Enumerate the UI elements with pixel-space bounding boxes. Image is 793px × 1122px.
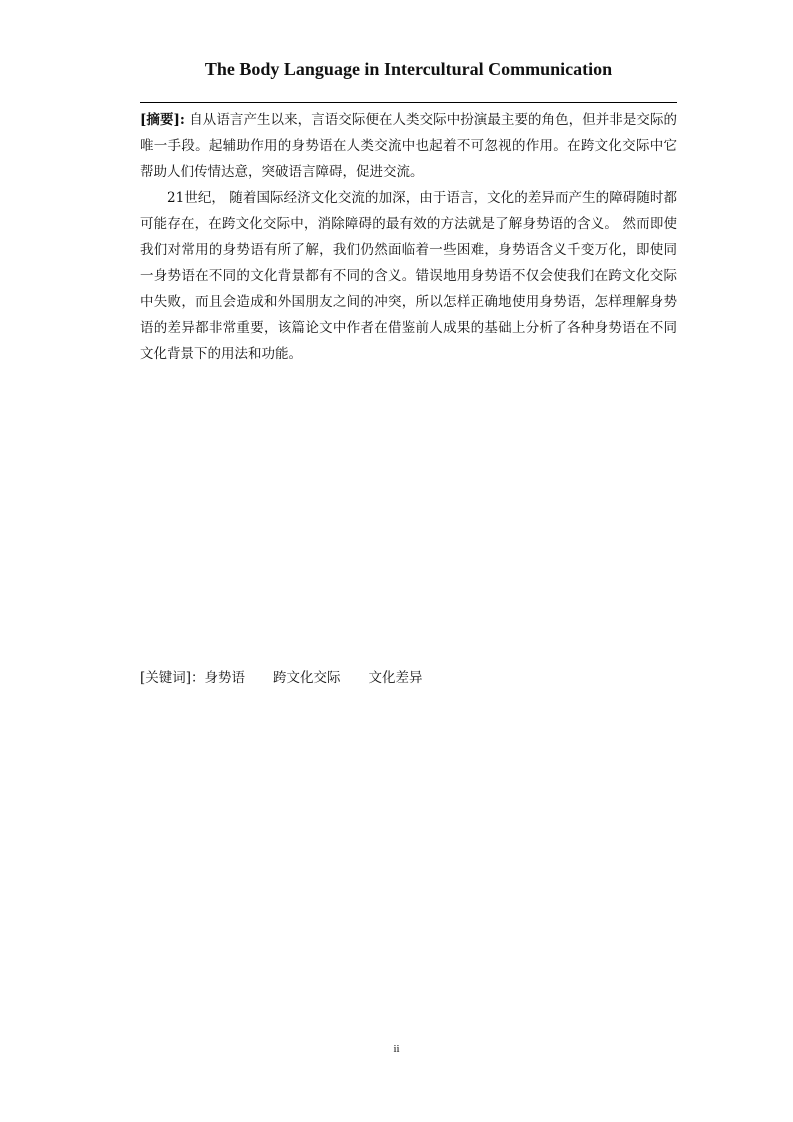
keyword-term-3: 文化差异 <box>368 670 423 686</box>
keyword-term-2: 跨文化交际 <box>273 670 341 686</box>
abstract-paragraph-1-text: 自从语言产生以来，言语交际便在人类交际中扮演最主要的角色，但并非是交际的唯一手段。起辅助作用的身势语在人类交流中也起着不可忽视的作用。在跨文化交际中它帮助人们传情达意，突破语言障碍，促进交流。 <box>140 112 678 180</box>
running-header-title: The Body Language in Intercultural Communication <box>204 59 613 79</box>
abstract-label: [摘要]: <box>140 112 185 128</box>
abstract-paragraph-2: 21世纪， 随着国际经济文化交流的加深，由于语言，文化的差异而产生的障碍随时都可能存在，在跨文化交际中，消除障碍的最有效的方法就是了解身势语的含义。 然而即使我们对常用的身势语有所了解，我们仍然面临着一些困难，身势语含义千变万化，即使同一身势语在不同的文化背景都有不同的含义。错误地用身势语不仅会使我们在跨文化交际中失败，而且会造成和外国朋友之间的冲突，所以怎样正确地使用身势语，怎样理解身势语的差异都非常重要，该篇论文中作者在借鉴前人成果的基础上分析了各种身势语在不同文化背景下的用法和功能。 <box>140 190 677 362</box>
header-divider <box>140 102 677 103</box>
keywords-label: [关键词]： <box>140 670 205 686</box>
keyword-term-1: 身势语 <box>204 670 246 686</box>
page-number: ii <box>393 1043 400 1055</box>
abstract-paragraph-1 <box>140 107 677 185</box>
keywords-line <box>140 667 677 689</box>
abstract-section <box>140 107 677 367</box>
